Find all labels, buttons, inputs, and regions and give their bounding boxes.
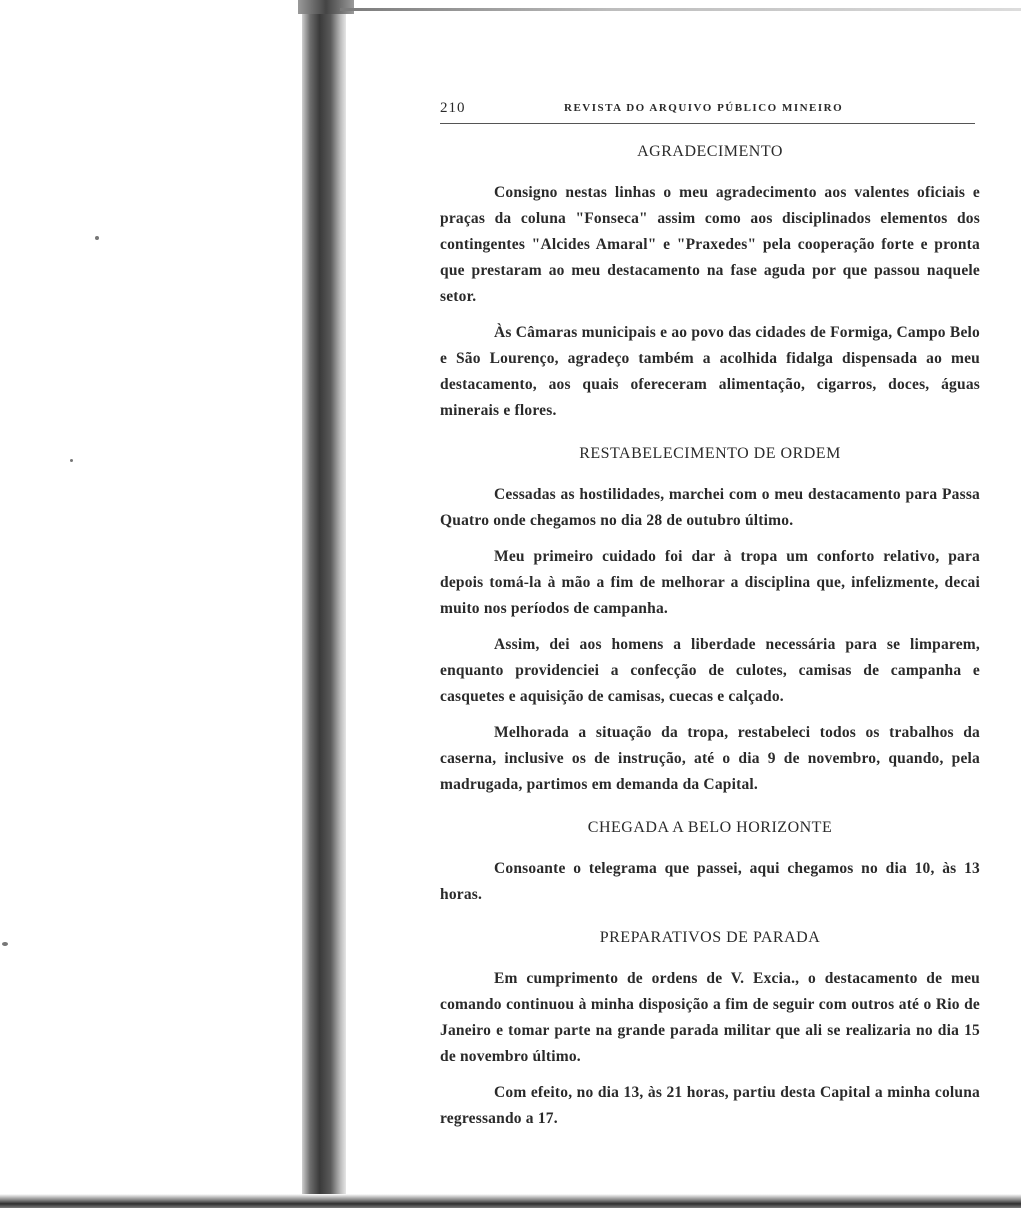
dust-speck: [95, 236, 99, 240]
paragraph: Consoante o telegrama que passei, aqui chegamos no dia 10, às 13 horas.: [440, 860, 980, 903]
spine-top-shadow: [298, 0, 354, 14]
page-bottom-edge: [0, 1194, 1021, 1208]
section-title-preparativos: PREPARATIVOS DE PARADA: [599, 929, 821, 946]
section-title-chegada: CHEGADA A BELO HORIZONTE: [587, 819, 833, 836]
paragraph: Melhorada a situação da tropa, restabeleci todos os trabalhos da caserna, inclusive os de instrução, até o dia 9 de novembro, quando, pela madrugada, partimos em demanda da Capital.: [440, 724, 980, 793]
paragraph: Consigno nestas linhas o meu agradecimento aos valentes oficiais e praças da coluna "Fonseca" assim como aos disciplinados elementos dos contingentes "Alcides Amaral" e "Praxedes" pela cooperação forte e pronta que prestaram ao meu destacamento na fase aguda por que passou naquele setor.: [440, 184, 980, 305]
paragraph: Meu primeiro cuidado foi dar à tropa um conforto relativo, para depois tomá-la à mão a fim de melhorar a disciplina que, infelizmente, decai muito nos períodos de campanha.: [440, 548, 980, 617]
paragraph: Assim, dei aos homens a liberdade necessária para se limparem, enquanto providenciei a confecção de culotes, camisas de campanha e casquetes e aquisição de camisas, cuecas e calçado.: [440, 636, 980, 705]
paragraph: Às Câmaras municipais e ao povo das cidades de Formiga, Campo Belo e São Lourenço, agradeço também a acolhida fidalga dispensada ao meu destacamento, aos quais ofereceram alimentação, cigarros, doces, águas minerais e flores.: [440, 324, 980, 419]
paragraph: Em cumprimento de ordens de V. Excia., o destacamento de meu comando continuou à minha disposição a fim de seguir com outros até o Rio de Janeiro e tomar parte na grande parada militar que ali se realizaria no dia 15 de novembro último.: [440, 970, 980, 1065]
running-header: [440, 100, 975, 120]
book-page: [440, 0, 985, 1190]
paragraph: Com efeito, no dia 13, às 21 horas, partiu desta Capital a minha coluna regressando a 17.: [440, 1084, 980, 1127]
section-title-restabelecimento: RESTABELECIMENTO DE ORDEM: [579, 445, 841, 462]
journal-title: REVISTA DO ARQUIVO PÚBLICO MINEIRO: [564, 102, 844, 114]
dust-speck: [70, 459, 73, 462]
page-body: [440, 140, 980, 1142]
header-rule: [440, 123, 975, 124]
dust-speck: [2, 942, 8, 946]
paragraph: Cessadas as hostilidades, marchei com o meu destacamento para Passa Quatro onde chegamos no dia 28 de outubro último.: [440, 486, 980, 529]
page-number: 210: [440, 100, 466, 116]
book-spine-shadow: [302, 0, 346, 1208]
section-title-agradecimento: AGRADECIMENTO: [637, 143, 783, 160]
left-margin: [0, 0, 312, 1208]
